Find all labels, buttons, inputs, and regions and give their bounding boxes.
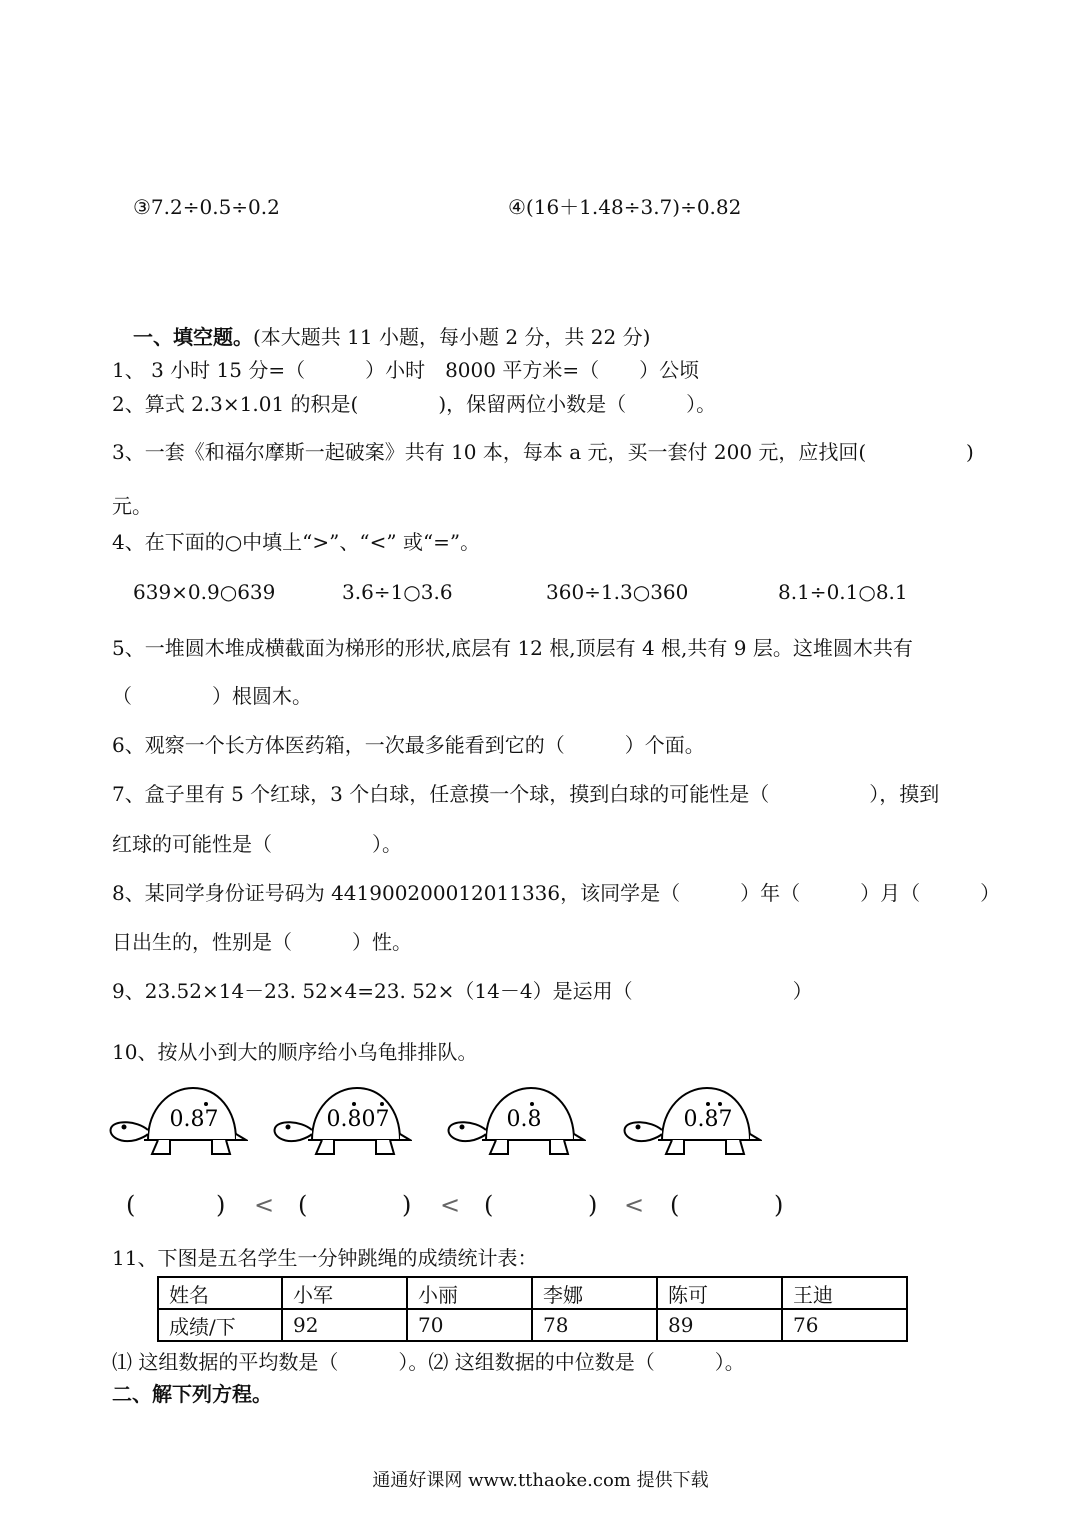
order-blank-open[interactable]: ( xyxy=(484,1191,494,1219)
table-cell: 76 xyxy=(782,1309,907,1341)
turtle-illustration xyxy=(622,1078,762,1178)
table-cell: 92 xyxy=(282,1309,407,1341)
table-cell: 70 xyxy=(407,1309,532,1341)
footer-credit: 通通好课网 www.tthaoke.com 提供下载 xyxy=(372,1470,709,1491)
less-than-symbol: < xyxy=(254,1191,275,1219)
table-row xyxy=(158,1309,907,1341)
table-header-cell: 李娜 xyxy=(532,1277,657,1309)
table-header-cell: 陈可 xyxy=(657,1277,782,1309)
order-blank-close: ) xyxy=(216,1191,226,1219)
question-8-line1: 8、某同学身份证号码为 441900200012011336，该同学是（ ）年（ ）月（ ） xyxy=(112,881,1001,905)
turtle-illustration xyxy=(272,1078,412,1178)
question-7-line1: 7、盒子里有 5 个红球，3 个白球，任意摸一个球，摸到白球的可能性是（ ），摸到 xyxy=(112,782,940,806)
question-6: 6、观察一个长方体医药箱，一次最多能看到它的（ ）个面。 xyxy=(112,733,705,757)
question-8-line2: 日出生的，性别是（ ）性。 xyxy=(112,930,412,954)
less-than-symbol: < xyxy=(624,1191,645,1219)
turtle-illustration xyxy=(446,1078,586,1178)
comparison-item: 639×0.9○639 xyxy=(133,580,276,604)
comparison-item: 3.6÷1○3.6 xyxy=(342,580,453,604)
comparison-item: 360÷1.3○360 xyxy=(546,580,689,604)
question-11-subquestions: ⑴ 这组数据的平均数是（ ）。⑵ 这组数据的中位数是（ ）。 xyxy=(112,1350,745,1374)
section2-title: 二、解下列方程。 xyxy=(112,1382,272,1406)
section1-heading xyxy=(133,325,650,349)
question-3-line2: 元。 xyxy=(112,494,152,518)
section1-note: (本大题共 11 小题，每小题 2 分，共 22 分) xyxy=(253,325,651,349)
question-3-close-paren: ) xyxy=(966,440,974,464)
order-blank-open[interactable]: ( xyxy=(126,1191,136,1219)
less-than-symbol: < xyxy=(440,1191,461,1219)
turtle-number: 0.807 xyxy=(326,1107,390,1132)
question-11: 11、下图是五名学生一分钟跳绳的成绩统计表： xyxy=(112,1246,538,1270)
table-header-row xyxy=(158,1277,907,1309)
order-blank-open[interactable]: ( xyxy=(298,1191,308,1219)
question-10: 10、按从小到大的顺序给小乌龟排排队。 xyxy=(112,1040,478,1064)
expression-4: ④(16＋1.48÷3.7)÷0.82 xyxy=(508,195,742,219)
order-blank-open[interactable]: ( xyxy=(670,1191,680,1219)
table-cell: 78 xyxy=(532,1309,657,1341)
order-blank-close: ) xyxy=(588,1191,598,1219)
table-cell: 成绩/下 xyxy=(158,1309,282,1341)
turtle-illustration xyxy=(108,1078,248,1178)
turtle-number: 0.8 xyxy=(506,1107,542,1132)
score-table xyxy=(157,1276,908,1342)
question-9: 9、23.52×14－23. 52×4=23. 52×（14－4）是运用（ ） xyxy=(112,979,813,1003)
turtle-number: 0.87 xyxy=(169,1107,219,1132)
question-3-line1: 3、一套《和福尔摩斯一起破案》共有 10 本，每本 a 元，买一套付 200 元，应找回( xyxy=(112,440,867,464)
question-2: 2、算式 2.3×1.01 的积是( )，保留两位小数是（ ）。 xyxy=(112,392,717,416)
question-5-line2: （ ）根圆木。 xyxy=(112,684,312,708)
table-header-cell: 小丽 xyxy=(407,1277,532,1309)
order-blank-close: ) xyxy=(774,1191,784,1219)
comparison-item: 8.1÷0.1○8.1 xyxy=(778,580,908,604)
turtle-number: 0.87 xyxy=(683,1107,733,1132)
table-header-cell: 姓名 xyxy=(158,1277,282,1309)
order-blank-close: ) xyxy=(402,1191,412,1219)
question-7-line2: 红球的可能性是（ ）。 xyxy=(112,832,402,856)
table-header-cell: 王迪 xyxy=(782,1277,907,1309)
table-header-cell: 小军 xyxy=(282,1277,407,1309)
question-1: 1、 3 小时 15 分=（ ）小时 8000 平方米=（ ）公顷 xyxy=(112,358,700,382)
expression-3: ③7.2÷0.5÷0.2 xyxy=(133,195,280,219)
question-5-line1: 5、一堆圆木堆成横截面为梯形的形状,底层有 12 根,顶层有 4 根,共有 9 层。这堆圆木共有 xyxy=(112,636,913,660)
question-4: 4、在下面的○中填上“>”、“<” 或“=”。 xyxy=(112,530,481,554)
table-cell: 89 xyxy=(657,1309,782,1341)
section1-title: 一、填空题。 xyxy=(133,325,253,349)
